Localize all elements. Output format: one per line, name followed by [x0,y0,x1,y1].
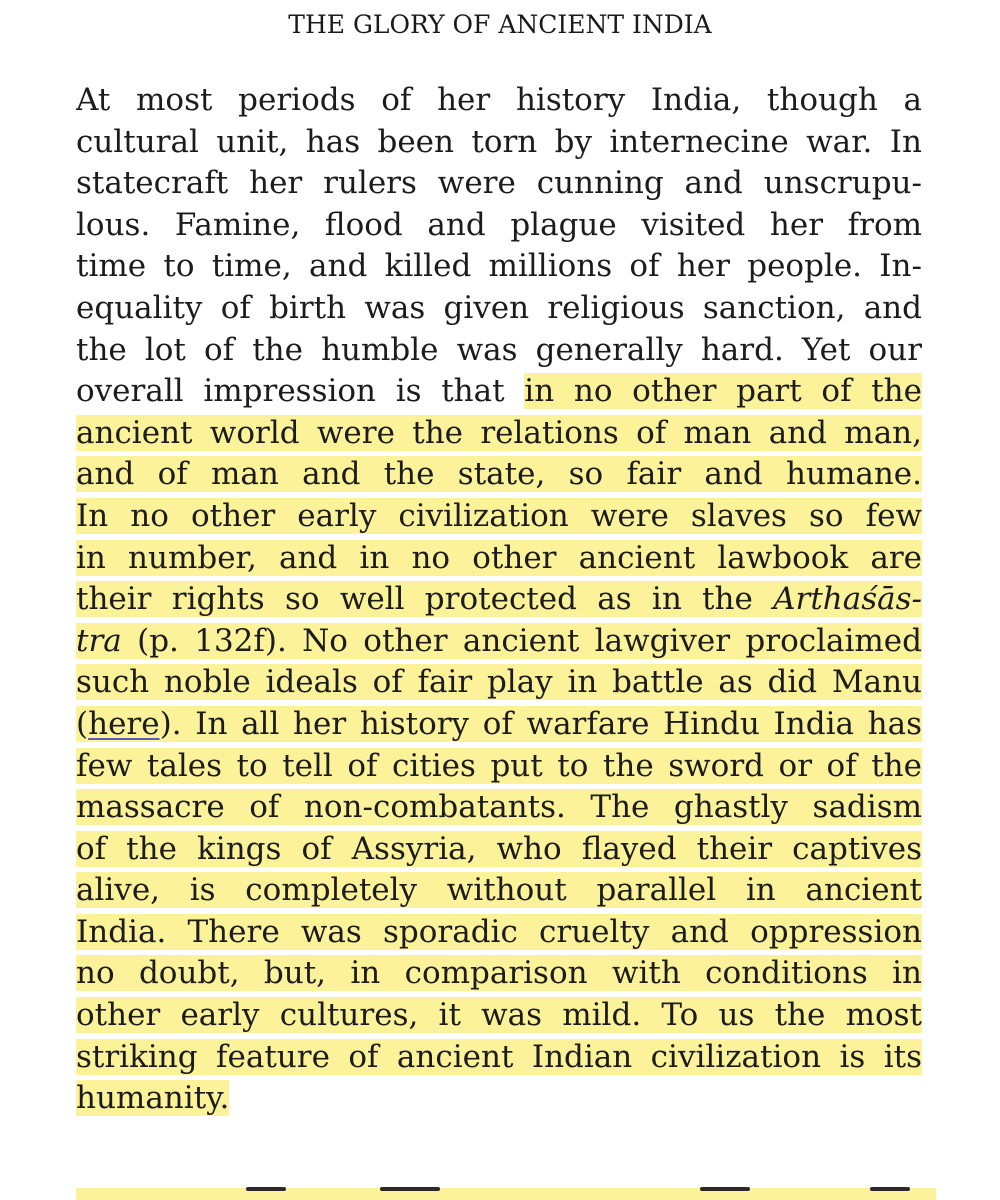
text-line-2: cultural unit, has been torn by internecine war. In [76,123,922,160]
cut-off-next-line-highlight [76,1188,936,1200]
cut-off-glyph [700,1187,750,1191]
text-line-8 [76,371,922,413]
highlighted-text: (p. 132f). No other ancient lawgiver proclaimed [121,622,922,659]
text-line-22 [76,953,922,995]
text-line-20 [76,870,922,912]
italic-title-text: tra [76,622,122,659]
text-line-9 [76,413,922,455]
highlighted-text: India. There was sporadic cruelty and oppression [76,913,922,950]
text-line-12 [76,538,922,580]
text-line-13 [76,579,922,621]
text-line-3: statecraft her rulers were cunning and unscrupu- [76,165,922,202]
highlighted-text: their rights so well protected as in the [76,581,774,618]
text-line-11 [76,496,922,538]
highlighted-text: such noble ideals of fair play in battle as did Manu [76,664,922,701]
text-line-16 [76,704,922,746]
text-line-5: time to time, and killed millions of her people. In- [76,248,922,285]
text-line-6: equality of birth was given religious sanction, and [76,289,922,326]
text-line-17 [76,746,922,788]
highlighted-text: ancient world were the relations of man and man, [76,414,922,451]
text-line-24 [76,1037,922,1079]
cut-off-glyph [870,1187,910,1191]
text-line-4: lous. Famine, flood and plague visited her from [76,206,922,243]
highlighted-text: in number, and in no other ancient lawbook are [76,539,922,576]
highlighted-text: other early cultures, it was mild. To us the most [76,997,922,1034]
text-line-25 [76,1078,922,1120]
highlighted-text: ). In all her history of warfare Hindu India has [159,705,922,742]
cut-off-glyph [246,1187,286,1191]
highlighted-text: humanity. [76,1080,230,1117]
text-line-18 [76,787,922,829]
text-line-1: At most periods of her history India, though a [76,82,922,118]
text-line-10 [76,454,922,496]
highlighted-text: ( [76,705,89,742]
here-link[interactable]: here [88,705,160,742]
text-line-15 [76,662,922,704]
text-line-7: the lot of the humble was generally hard. Yet our [76,331,922,368]
running-head: THE GLORY OF ANCIENT INDIA [288,10,712,39]
highlighted-text: alive, is completely without parallel in ancient [76,872,922,909]
body-paragraph[interactable] [76,80,922,1120]
highlighted-text: no doubt, but, in comparison with conditions in [76,955,922,992]
highlighted-text: few tales to tell of cities put to the sword or of the [76,747,922,784]
highlighted-text: striking feature of ancient Indian civilization is its [76,1038,922,1075]
text-plain: overall impression is that [76,373,525,410]
text-line-21 [76,912,922,954]
highlighted-text: in no other part of the [524,373,922,410]
text-line-23 [76,995,922,1037]
highlighted-text: of the kings of Assyria, who flayed their captives [76,830,922,867]
text-line-14 [76,621,922,663]
highlighted-text: massacre of non-combatants. The ghastly sadism [76,789,922,826]
highlighted-text: and of man and the state, so fair and humane. [76,456,922,493]
cut-off-glyph [380,1187,440,1191]
highlighted-text: In no other early civilization were slaves so few [76,497,922,534]
italic-title-text: Arthaśās- [773,581,922,618]
text-line-19 [76,829,922,871]
